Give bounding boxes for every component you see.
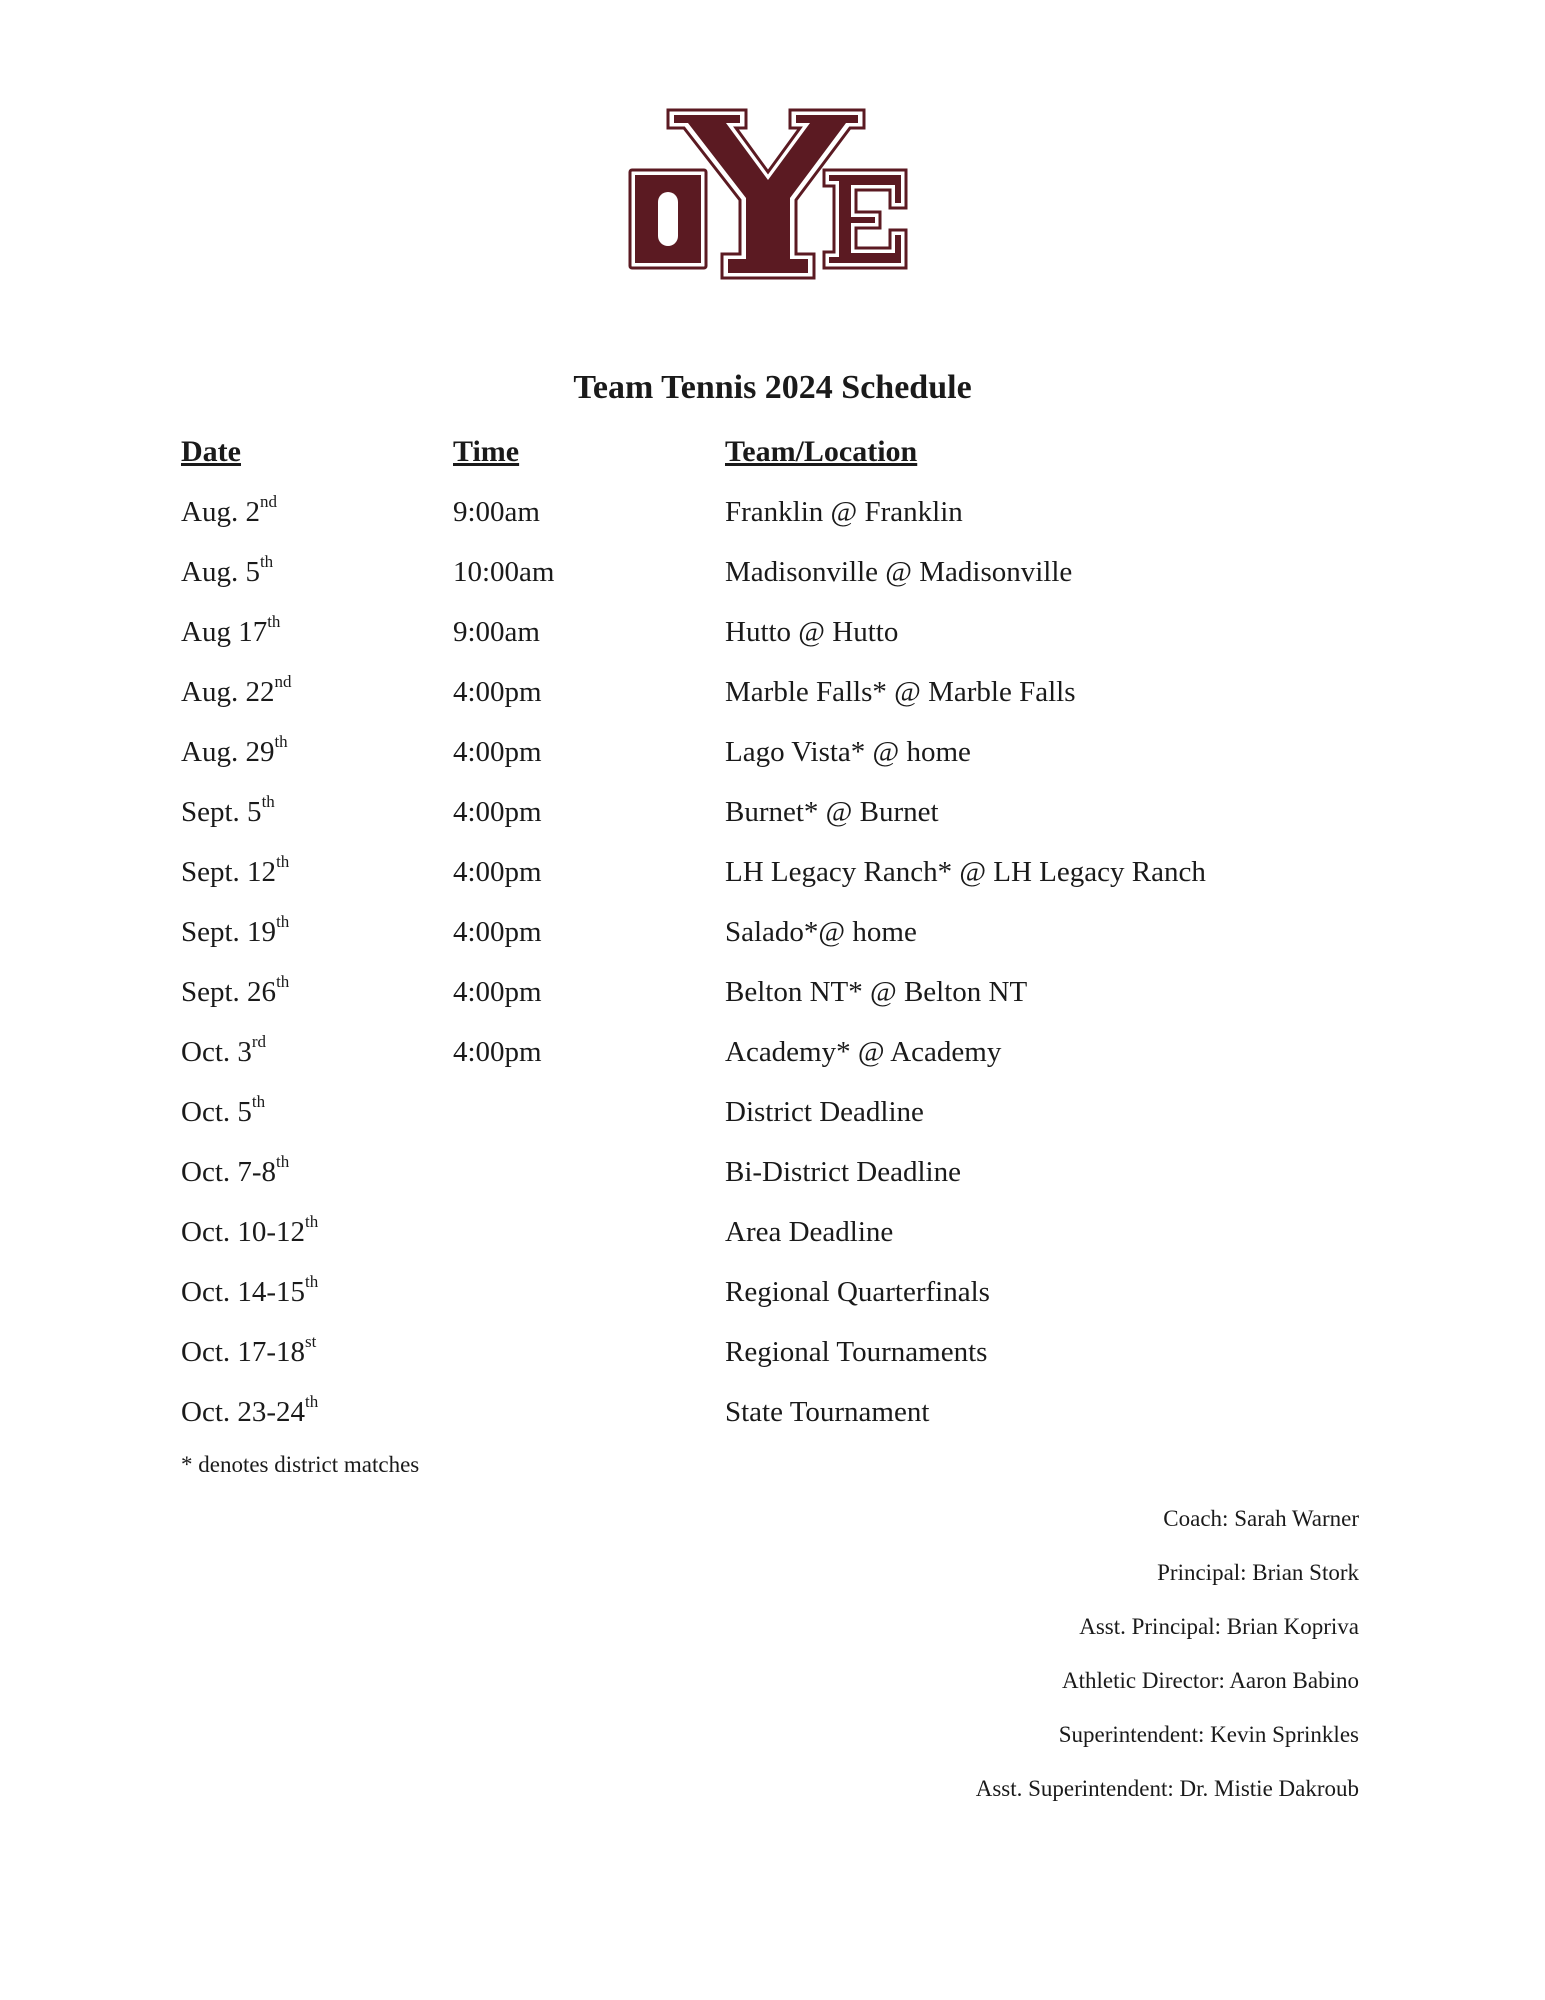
column-header-date: Date [181, 435, 241, 468]
row-time: 4:00pm [453, 676, 542, 708]
row-time: 9:00am [453, 496, 540, 528]
row-team-location: Marble Falls* @ Marble Falls [725, 676, 1076, 708]
row-team-location: Salado*@ home [725, 916, 917, 948]
row-time: 4:00pm [453, 916, 542, 948]
row-team-location: Franklin @ Franklin [725, 496, 963, 528]
schedule-row [0, 1272, 1545, 1332]
row-date-suffix: th [276, 852, 290, 871]
row-team-location: Academy* @ Academy [725, 1036, 1002, 1068]
row-date-suffix: th [276, 912, 290, 931]
row-date [181, 552, 273, 592]
schedule-row [0, 1392, 1545, 1452]
row-team-location: Burnet* @ Burnet [725, 796, 939, 828]
row-date-suffix: th [305, 1272, 319, 1291]
row-date-text: Sept. 19 [181, 916, 277, 948]
row-date-text: Sept. 5 [181, 796, 262, 828]
row-team-location: Belton NT* @ Belton NT [725, 976, 1028, 1008]
schedule-row [0, 972, 1545, 1032]
row-time: 4:00pm [453, 856, 542, 888]
row-date-suffix: th [276, 972, 290, 991]
row-date-suffix: th [305, 1212, 319, 1231]
row-team-location: Regional Tournaments [725, 1336, 988, 1368]
row-date-suffix: st [305, 1332, 317, 1351]
schedule-row [0, 732, 1545, 792]
row-date-text: Sept. 12 [181, 856, 277, 888]
row-team-location: Regional Quarterfinals [725, 1276, 990, 1308]
schedule-row [0, 1212, 1545, 1272]
column-header-time: Time [453, 435, 520, 468]
row-date-text: Oct. 10-12 [181, 1216, 306, 1248]
row-date [181, 1092, 265, 1132]
row-date [181, 1332, 316, 1372]
row-date-text: Oct. 7-8 [181, 1156, 277, 1188]
row-date [181, 1152, 289, 1192]
school-logo [628, 108, 908, 280]
staff-line: Athletic Director: Aaron Babino [1061, 1668, 1359, 1693]
staff-line: Asst. Principal: Brian Kopriva [1079, 1614, 1359, 1639]
row-date-suffix: nd [259, 492, 277, 511]
row-date-suffix: th [251, 1092, 266, 1111]
schedule-row [0, 792, 1545, 852]
staff-line: Principal: Brian Stork [1157, 1560, 1359, 1585]
row-time: 9:00am [453, 616, 540, 648]
row-date-suffix: th [267, 612, 281, 631]
row-date-text: Aug. 5 [181, 556, 260, 588]
row-date-suffix: nd [274, 672, 292, 691]
row-date [181, 792, 275, 832]
row-team-location: Lago Vista* @ home [725, 736, 971, 768]
schedule-row [0, 612, 1545, 672]
row-date [181, 852, 289, 892]
row-date [181, 492, 277, 532]
row-date-text: Oct. 17-18 [181, 1336, 306, 1368]
row-date [181, 972, 289, 1012]
row-date-suffix: th [274, 732, 288, 751]
row-date-text: Aug 17 [181, 616, 268, 648]
row-team-location: Bi-District Deadline [725, 1156, 961, 1188]
logo-letter-o [630, 170, 706, 268]
row-date [181, 1212, 318, 1252]
row-team-location: Madisonville @ Madisonville [725, 556, 1073, 588]
row-date-text: Aug. 2 [181, 496, 260, 528]
staff-line: Coach: Sarah Warner [1163, 1506, 1359, 1531]
row-date-suffix: th [305, 1392, 319, 1411]
row-date-text: Oct. 5 [181, 1096, 252, 1128]
row-date-suffix: rd [251, 1032, 267, 1051]
row-date [181, 1272, 318, 1312]
staff-line: Asst. Superintendent: Dr. Mistie Dakroub [975, 1776, 1359, 1801]
schedule-row [0, 912, 1545, 972]
district-footnote: * denotes district matches [181, 1452, 420, 1477]
row-team-location: Hutto @ Hutto [725, 616, 899, 648]
row-date [181, 732, 288, 772]
row-time: 4:00pm [453, 976, 542, 1008]
row-date [181, 1392, 318, 1432]
row-date-text: Oct. 3 [181, 1036, 252, 1068]
row-date-suffix: th [276, 1152, 290, 1171]
schedule-row [0, 1332, 1545, 1392]
row-team-location: State Tournament [725, 1396, 930, 1428]
staff-line: Superintendent: Kevin Sprinkles [1058, 1722, 1359, 1747]
row-time: 4:00pm [453, 736, 542, 768]
schedule-row [0, 672, 1545, 732]
schedule-table [0, 492, 1545, 1452]
schedule-row [0, 1152, 1545, 1212]
schedule-row [0, 1032, 1545, 1092]
schedule-row [0, 1092, 1545, 1152]
schedule-row [0, 552, 1545, 612]
row-team-location: District Deadline [725, 1096, 924, 1128]
logo-letter-e [824, 170, 906, 268]
page-title: Team Tennis 2024 Schedule [573, 369, 972, 406]
row-team-location: LH Legacy Ranch* @ LH Legacy Ranch [725, 856, 1206, 888]
row-date-text: Oct. 14-15 [181, 1276, 306, 1308]
row-date [181, 1032, 266, 1072]
row-date-suffix: th [259, 552, 274, 571]
row-time: 10:00am [453, 556, 555, 588]
row-time: 4:00pm [453, 1036, 542, 1068]
column-header-team-location: Team/Location [725, 435, 918, 468]
row-date-text: Aug. 22 [181, 676, 275, 708]
row-date-suffix: th [261, 792, 275, 811]
row-date [181, 672, 291, 712]
row-date-text: Oct. 23-24 [181, 1396, 306, 1428]
row-time: 4:00pm [453, 796, 542, 828]
row-team-location: Area Deadline [725, 1216, 894, 1248]
staff-list [976, 1504, 1359, 1828]
row-date [181, 612, 280, 652]
row-date-text: Aug. 29 [181, 736, 275, 768]
row-date [181, 912, 289, 952]
schedule-row [0, 492, 1545, 552]
row-date-text: Sept. 26 [181, 976, 277, 1008]
schedule-row [0, 852, 1545, 912]
